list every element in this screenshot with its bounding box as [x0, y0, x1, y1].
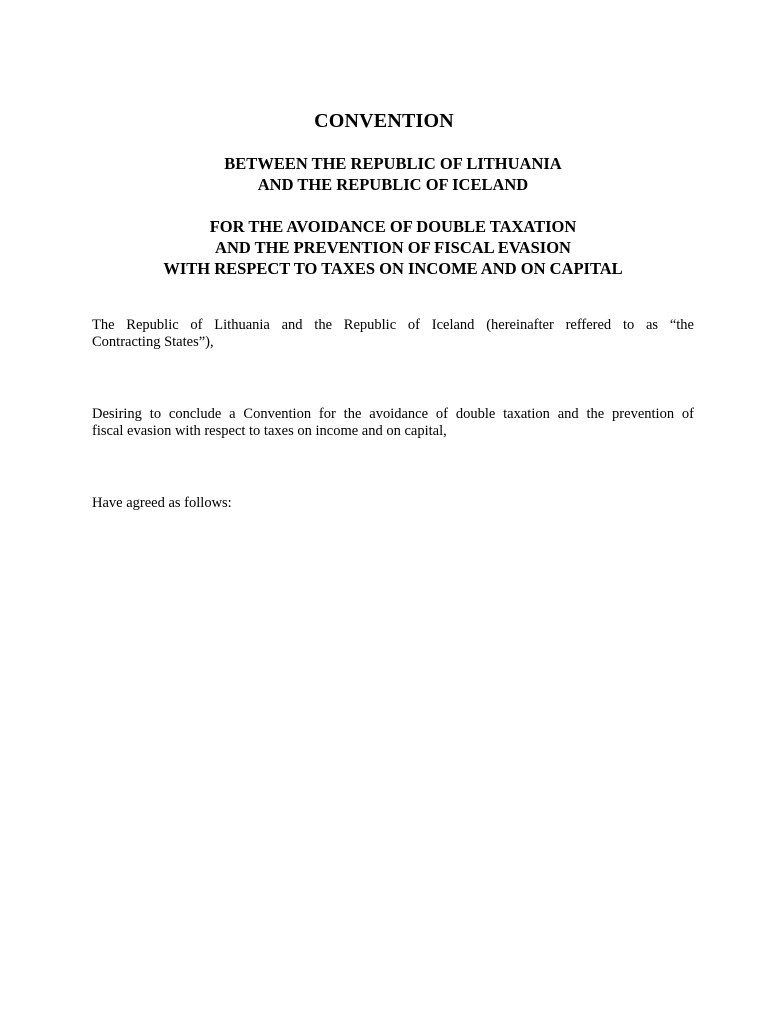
- desiring-paragraph: [92, 406, 694, 440]
- parties-heading-line: BETWEEN THE REPUBLIC OF LITHUANIA: [224, 154, 562, 173]
- document-title: CONVENTION: [314, 110, 454, 132]
- paragraph-line: Contracting States”),: [92, 334, 214, 350]
- purpose-heading-line: AND THE PREVENTION OF FISCAL EVASION: [215, 238, 571, 257]
- parties-paragraph: [92, 317, 694, 351]
- paragraph-line: Have agreed as follows:: [92, 495, 232, 511]
- purpose-heading-line: FOR THE AVOIDANCE OF DOUBLE TAXATION: [209, 217, 577, 236]
- paragraph-line: The Republic of Lithuania and the Republic of Iceland (hereinafter reffered to as “the: [92, 317, 694, 333]
- purpose-heading-line: WITH RESPECT TO TAXES ON INCOME AND ON CAPITAL: [163, 259, 623, 278]
- parties-heading: [0, 153, 768, 195]
- parties-heading-line: AND THE REPUBLIC OF ICELAND: [257, 175, 529, 194]
- purpose-heading: [0, 216, 768, 279]
- paragraph-line: Desiring to conclude a Convention for the avoidance of double taxation and the prevention of: [92, 406, 694, 422]
- agreed-paragraph: [92, 495, 694, 512]
- paragraph-line: fiscal evasion with respect to taxes on income and on capital,: [92, 423, 447, 439]
